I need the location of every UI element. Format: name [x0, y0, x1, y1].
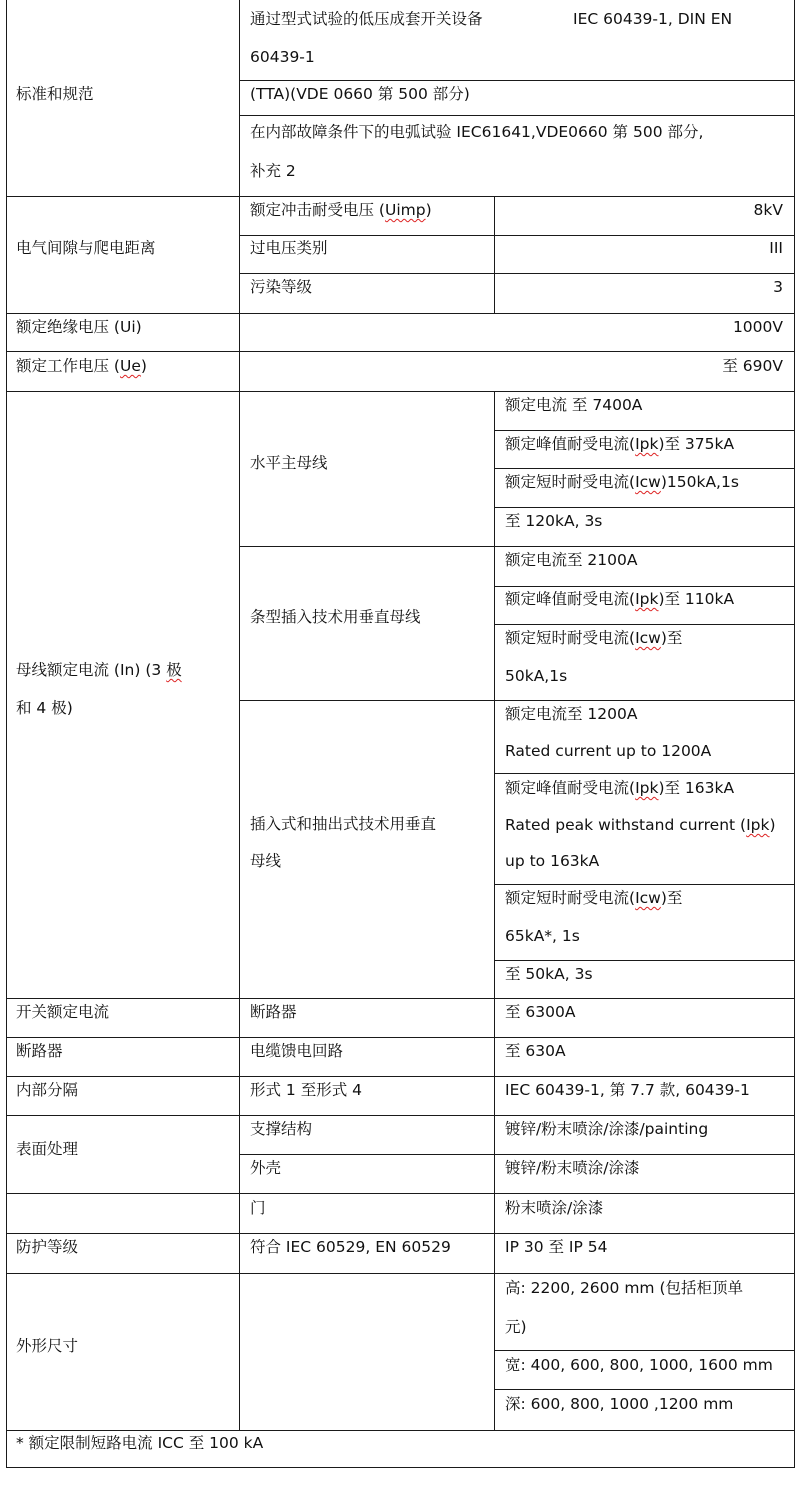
height-value: 高: 2200, 2600 mm (包括柜顶单	[505, 1279, 743, 1297]
row-divider	[494, 773, 795, 774]
height-value-line2: 元)	[505, 1318, 527, 1336]
insulation-voltage-value: 1000V	[732, 318, 783, 336]
busbar-label-line2: 和 4 极)	[16, 699, 73, 717]
width-value: 宽: 400, 600, 800, 1000, 1600 mm	[505, 1356, 773, 1374]
surface-label: 表面处理	[16, 1140, 79, 1158]
plugin-peak-current: 额定峰值耐受电流(Ipk)至 163kA	[505, 779, 735, 797]
footnote: * 额定限制短路电流 ICC 至 100 kA	[16, 1434, 264, 1452]
row-divider	[6, 1115, 795, 1116]
row-divider	[494, 507, 795, 508]
plugin-short-time-current: 额定短时耐受电流(Icw)至	[505, 889, 683, 907]
strip-short-time-1s: 50kA,1s	[505, 667, 568, 685]
row-divider	[239, 546, 795, 547]
row-divider	[6, 313, 795, 314]
row-divider	[494, 624, 795, 625]
switch-rated-type: 断路器	[250, 1003, 297, 1021]
horizontal-peak-current: 额定峰值耐受电流(Ipk)至 375kA	[505, 435, 735, 453]
plugin-busbar-label: 插入式和抽出式技术用垂直	[250, 815, 437, 833]
row-divider	[494, 884, 795, 885]
impulse-voltage-value: 8kV	[753, 201, 783, 219]
plugin-peak-current-en: Rated peak withstand current (Ipk)	[505, 816, 776, 834]
door-value: 粉末喷涂/涂漆	[505, 1199, 604, 1217]
row-divider	[239, 115, 794, 116]
support-structure-value: 镀锌/粉末喷涂/涂漆/painting	[505, 1120, 709, 1138]
table-border	[6, 1467, 795, 1468]
overvoltage-category-label: 过电压类别	[250, 239, 328, 257]
row-divider	[6, 1233, 795, 1234]
row-divider	[494, 468, 795, 469]
insulation-voltage-label: 额定绝缘电压 (Ui)	[16, 318, 142, 336]
column-divider	[239, 0, 240, 1430]
plugin-short-time-1s: 65kA*, 1s	[505, 927, 580, 945]
depth-value: 深: 600, 800, 1000 ,1200 mm	[505, 1395, 734, 1413]
horizontal-short-time-current: 额定短时耐受电流(Icw)150kA,1s	[505, 473, 739, 491]
impulse-voltage-label: 额定冲击耐受电压 (Uimp)	[250, 201, 432, 219]
row-divider	[494, 586, 795, 587]
standards-line1-ref: IEC 60439-1, DIN EN	[573, 10, 733, 28]
strip-short-time-current: 额定短时耐受电流(Icw)至	[505, 629, 683, 647]
row-divider	[494, 960, 795, 961]
row-divider	[494, 1350, 795, 1351]
row-divider	[6, 998, 795, 999]
separation-label: 内部分隔	[16, 1081, 79, 1099]
row-divider	[239, 273, 794, 274]
plugin-rated-current-en: Rated current up to 1200A	[505, 742, 712, 760]
protection-label: 防护等级	[16, 1238, 79, 1256]
standards-line2: 60439-1	[250, 48, 315, 66]
standards-line4: 在内部故障条件下的电弧试验 IEC61641,VDE0660 第 500 部分,	[250, 123, 704, 141]
row-divider	[239, 80, 794, 81]
row-divider	[6, 1193, 795, 1194]
horizontal-rated-current: 额定电流 至 7400A	[505, 396, 643, 414]
row-divider	[239, 1154, 795, 1155]
operating-voltage-label: 额定工作电压 (Ue)	[16, 357, 147, 375]
pollution-degree-label: 污染等级	[250, 278, 313, 296]
row-divider	[6, 391, 795, 392]
standards-line1: 通过型式试验的低压成套开关设备	[250, 10, 483, 28]
row-divider	[6, 1430, 795, 1431]
row-divider	[494, 430, 795, 431]
overvoltage-category-value: III	[769, 239, 783, 257]
row-divider	[6, 1037, 795, 1038]
strip-rated-current: 额定电流至 2100A	[505, 551, 638, 569]
protection-value: IP 30 至 IP 54	[505, 1238, 608, 1256]
switch-rated-value: 至 6300A	[505, 1003, 576, 1021]
enclosure-label: 外壳	[250, 1159, 282, 1177]
standards-line5: 补充 2	[250, 162, 296, 180]
pollution-degree-value: 3	[773, 278, 783, 296]
clearance-label: 电气间隙与爬电距离	[16, 239, 156, 257]
plugin-rated-current: 额定电流至 1200A	[505, 705, 638, 723]
row-divider	[494, 1389, 795, 1390]
row-divider	[6, 1076, 795, 1077]
plugin-short-time-3s: 至 50kA, 3s	[505, 965, 593, 983]
strip-busbar-label: 条型插入技术用垂直母线	[250, 608, 421, 626]
strip-peak-current: 额定峰值耐受电流(Ipk)至 110kA	[505, 590, 735, 608]
plugin-busbar-label-line2: 母线	[250, 852, 282, 870]
dimensions-label: 外形尺寸	[16, 1337, 79, 1355]
table-border	[794, 0, 795, 1468]
door-label: 门	[250, 1199, 266, 1217]
breaker-value: 至 630A	[505, 1042, 566, 1060]
row-divider	[239, 235, 794, 236]
row-divider	[6, 196, 795, 197]
row-divider	[239, 700, 795, 701]
separation-forms: 形式 1 至形式 4	[250, 1081, 363, 1099]
protection-standard: 符合 IEC 60529, EN 60529	[250, 1238, 451, 1256]
breaker-label: 断路器	[16, 1042, 63, 1060]
horizontal-busbar-label: 水平主母线	[250, 454, 328, 472]
horizontal-short-time-3s: 至 120kA, 3s	[505, 512, 603, 530]
operating-voltage-value: 至 690V	[722, 357, 783, 375]
table-border	[6, 0, 7, 1468]
enclosure-value: 镀锌/粉末喷涂/涂漆	[505, 1159, 640, 1177]
column-divider	[494, 196, 495, 313]
row-divider	[6, 1273, 795, 1274]
row-divider	[6, 351, 795, 352]
support-structure-label: 支撑结构	[250, 1120, 313, 1138]
standards-label: 标准和规范	[16, 85, 94, 103]
plugin-peak-current-en-line2: up to 163kA	[505, 852, 600, 870]
standards-line3: (TTA)(VDE 0660 第 500 部分)	[250, 85, 470, 103]
separation-standard: IEC 60439-1, 第 7.7 款, 60439-1	[505, 1081, 750, 1099]
switch-rated-label: 开关额定电流	[16, 1003, 110, 1021]
busbar-label: 母线额定电流 (In) (3 极	[16, 661, 182, 679]
breaker-type: 电缆馈电回路	[250, 1042, 344, 1060]
